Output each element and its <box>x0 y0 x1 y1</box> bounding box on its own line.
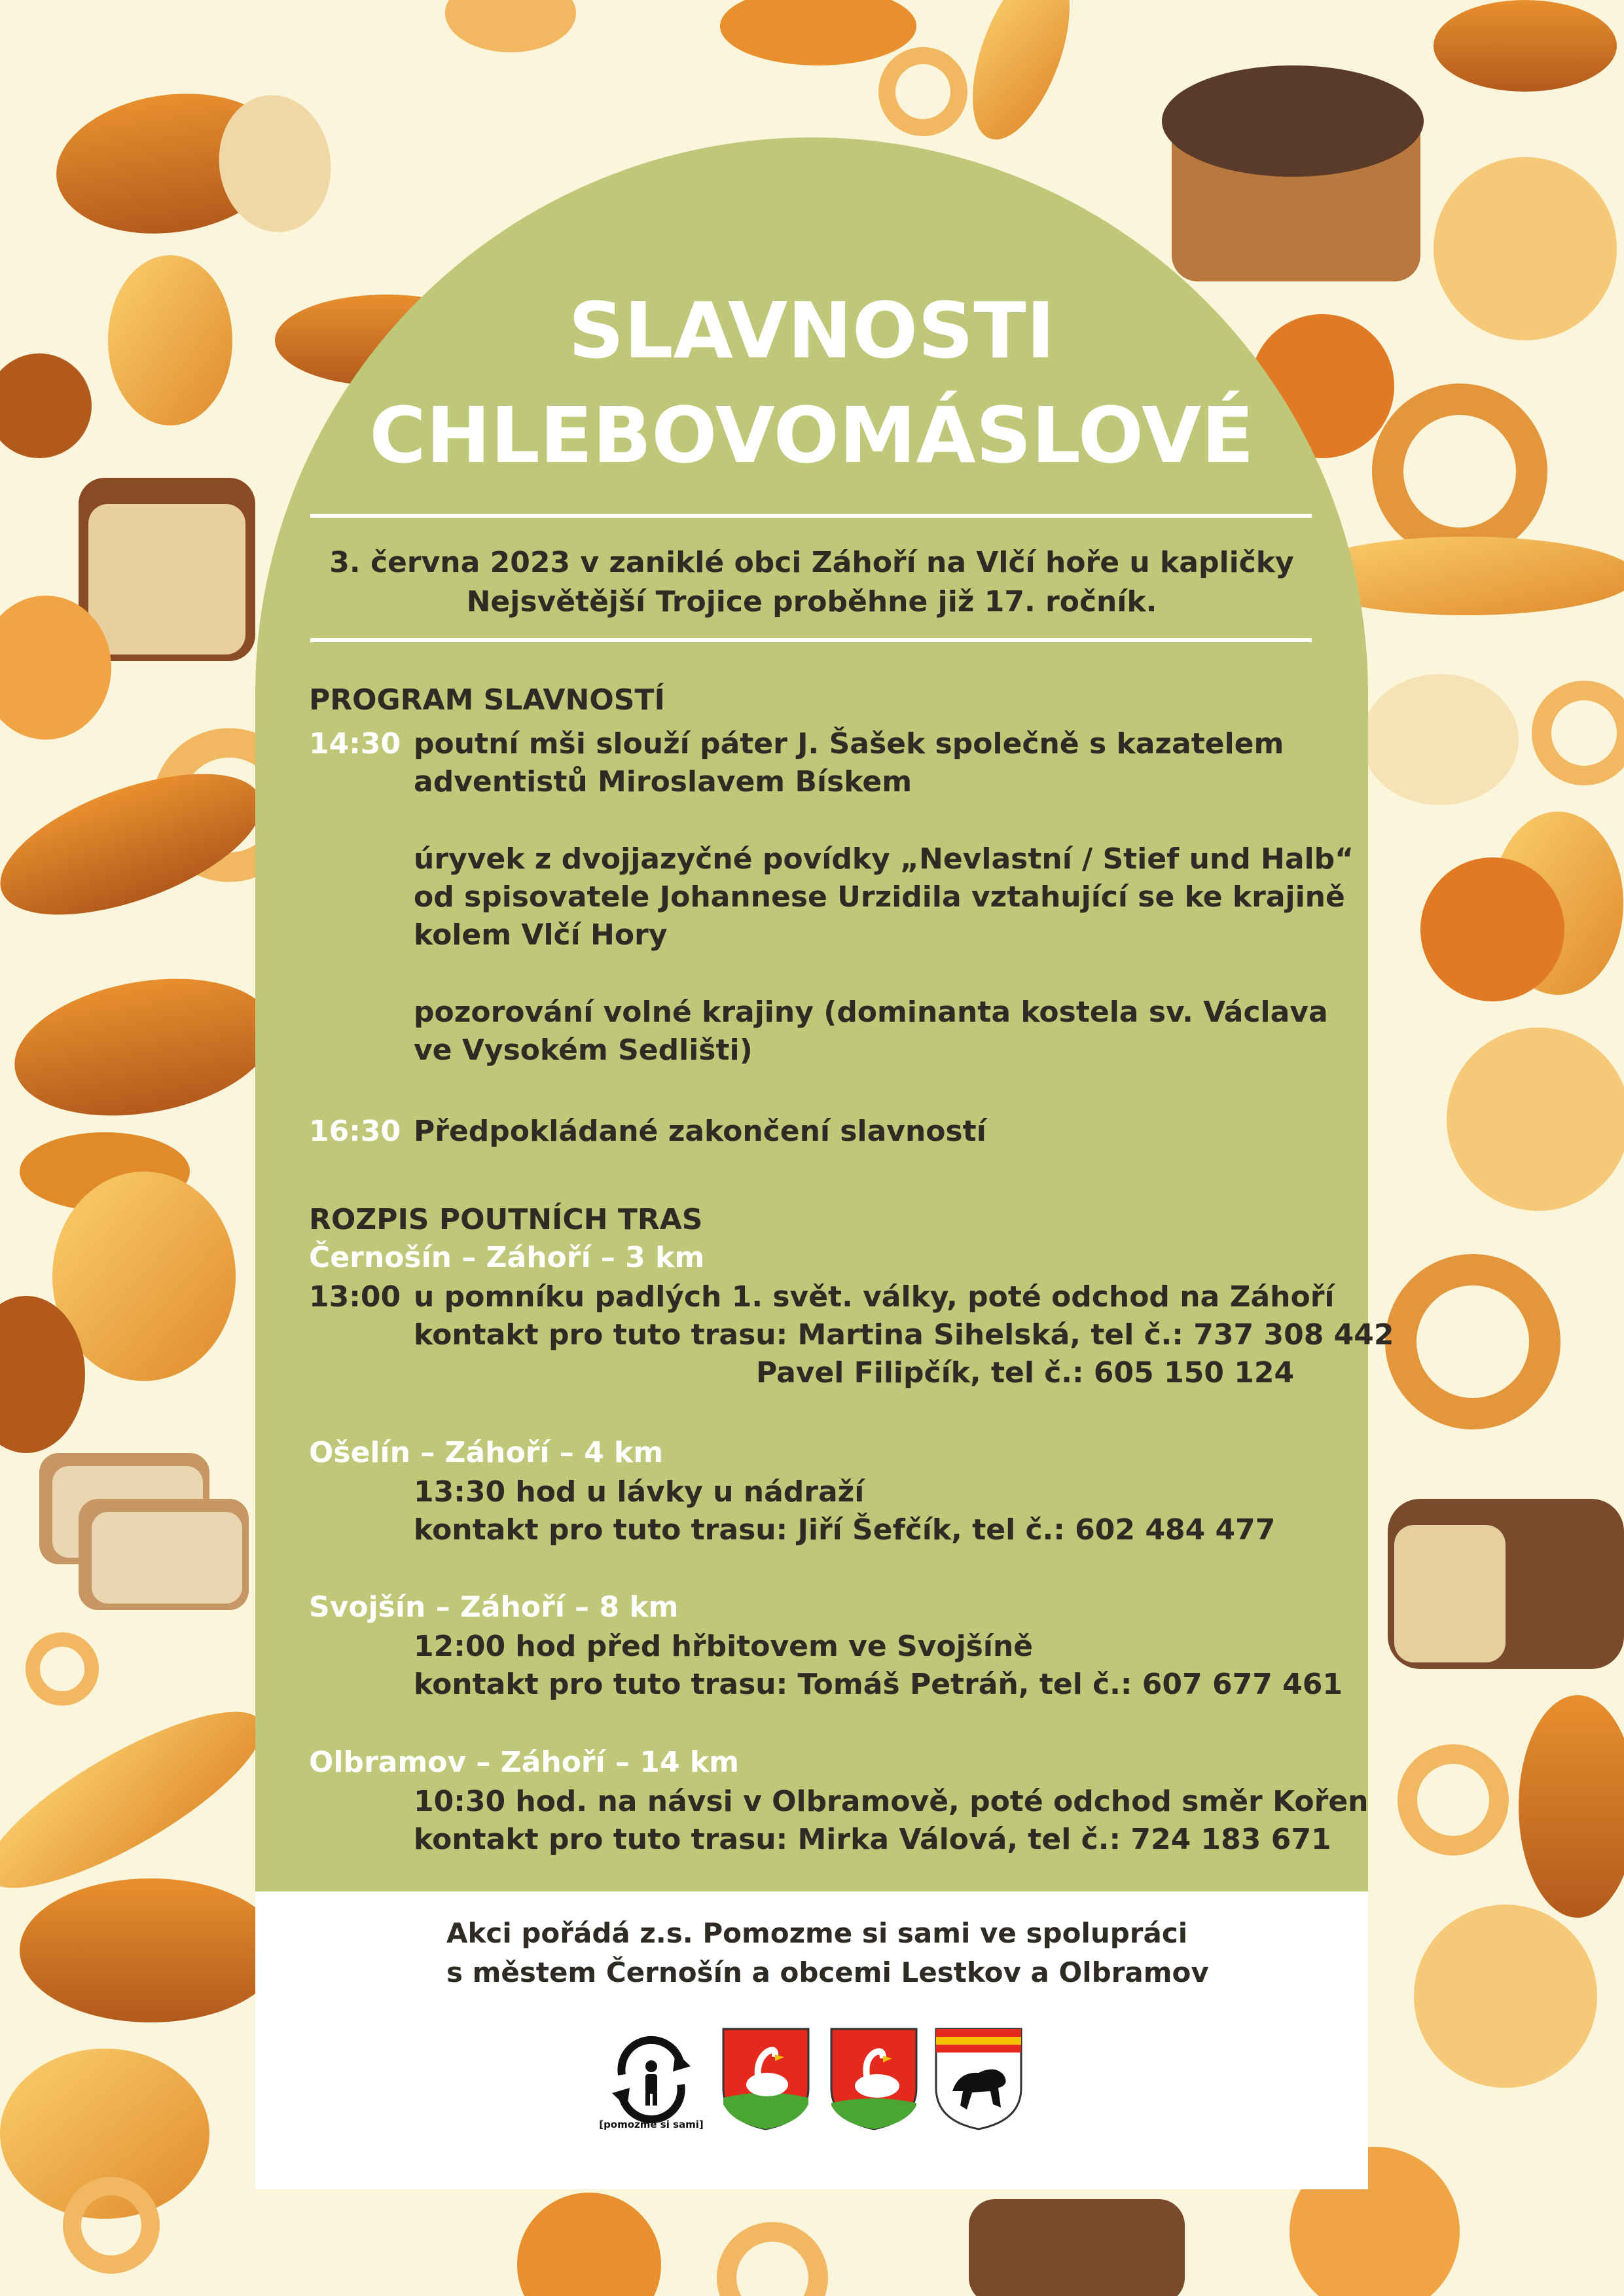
route-name: Olbramov – Záhoří – 14 km <box>309 1746 739 1779</box>
bagel-icon <box>0 353 92 458</box>
baguette-icon <box>0 745 279 943</box>
route-detail: 13:30 hod u lávky u nádraží <box>414 1475 865 1509</box>
intro-line: 3. června 2023 v zaniklé obci Záhoří na Vlčí hoře u kapličky <box>329 546 1294 579</box>
coat-of-arms-cernosin <box>720 2026 818 2134</box>
bagel-icon <box>887 56 959 128</box>
bread-loaf-icon <box>20 1878 281 2022</box>
program-item: kolem Vlčí Hory <box>414 918 668 952</box>
bun-icon <box>1420 857 1564 1001</box>
bread-loaf-icon <box>47 80 340 248</box>
baguette-icon <box>1519 1695 1624 1918</box>
event-intro <box>255 543 1368 622</box>
route-contact: kontakt pro tuto trasu: Tomáš Petráň, tel č.: 607 677 461 <box>414 1668 1343 1701</box>
bagel-icon <box>33 1640 92 1698</box>
kaiser-roll-icon <box>1447 1028 1624 1211</box>
bread-loaf-icon <box>4 960 285 1134</box>
divider <box>310 514 1312 518</box>
logo-caption: [pomozme si sami] <box>599 2119 704 2130</box>
route-name: Ošelín – Záhoří – 4 km <box>309 1436 664 1469</box>
bread-loaf-icon <box>1388 1499 1624 1669</box>
bagel-icon <box>1542 691 1624 776</box>
divider <box>310 638 1312 642</box>
program-item: ve Vysokém Sedlišti) <box>414 1033 753 1067</box>
kaiser-roll-icon <box>1414 1905 1597 2088</box>
coat-of-arms-lestkov <box>828 2026 926 2134</box>
route-detail: u pomníku padlých 1. svět. války, poté odchod na Záhoří <box>414 1280 1335 1314</box>
pomozme-si-sami-logo <box>599 2026 704 2134</box>
pretzel-icon <box>1388 399 1532 543</box>
program-item: adventistů Miroslavem Bískem <box>414 765 912 798</box>
bread-slice-icon <box>79 478 255 661</box>
pretzel-icon <box>1401 1270 1545 1414</box>
bagel-icon <box>445 0 576 52</box>
program-item: úryvek z dvojjazyčné povídky „Nevlastní / Stief und Halb“ <box>414 842 1354 876</box>
route-detail: 12:00 hod před hřbitovem ve Svojšíně <box>414 1630 1034 1663</box>
bagel-icon <box>727 2232 818 2296</box>
routes-heading: ROZPIS POUTNÍCH TRAS <box>309 1203 703 1236</box>
organizer-line: s městem Černošín a obcemi Lestkov a Olbramov <box>446 1956 1209 1988</box>
program-item: pozorování volné krajiny (dominanta kostela sv. Václava <box>414 996 1328 1029</box>
program-time: 16:30 <box>309 1115 401 1148</box>
organizer-line: Akci pořádá z.s. Pomozme si sami ve spolupráci <box>446 1917 1188 1949</box>
bun-icon <box>720 0 916 65</box>
bun-icon <box>1362 674 1519 805</box>
route-time: 13:00 <box>309 1280 401 1314</box>
page-title-line2: CHLEBOVOMÁSLOVÉ <box>369 390 1254 480</box>
bun-icon <box>108 255 232 425</box>
program-time: 14:30 <box>309 727 401 761</box>
kaiser-roll-icon <box>1434 157 1617 340</box>
route-contact: kontakt pro tuto trasu: Martina Sihelská, tel č.: 737 308 442 <box>414 1318 1394 1352</box>
baguette-icon <box>953 0 1090 152</box>
bun-icon <box>1434 0 1617 92</box>
bread-loaf-icon <box>969 2199 1185 2296</box>
program-item: od spisovatele Johannese Urzidila vztahující se ke krajině <box>414 880 1345 914</box>
route-contact: Pavel Filipčík, tel č.: 605 150 124 <box>756 1356 1295 1390</box>
bun-icon <box>517 2193 661 2296</box>
route-name: Svojšín – Záhoří – 8 km <box>309 1590 679 1624</box>
route-name: Černošín – Záhoří – 3 km <box>309 1241 705 1274</box>
route-contact: kontakt pro tuto trasu: Jiří Šefčík, tel č.: 602 484 477 <box>414 1513 1276 1547</box>
bread-slices-icon <box>39 1453 249 1610</box>
intro-line: Nejsvětější Trojice proběhne již 17. ročník. <box>466 585 1157 619</box>
route-contact: kontakt pro tuto trasu: Mirka Válová, tel č.: 724 183 671 <box>414 1823 1331 1856</box>
program-heading: PROGRAM SLAVNOSTÍ <box>309 683 665 717</box>
route-detail: 10:30 hod. na návsi v Olbramově, poté odchod směr Kořen <box>414 1785 1369 1818</box>
program-item: poutní mši slouží páter J. Šašek společně s kazatelem <box>414 727 1284 761</box>
bagel-icon <box>1407 1754 1499 1846</box>
rye-loaf-icon <box>1162 65 1424 281</box>
coat-of-arms-olbramov <box>933 2026 1031 2134</box>
page-title-line1: SLAVNOSTI <box>568 285 1055 376</box>
program-item: Předpokládané zakončení slavností <box>414 1115 986 1148</box>
